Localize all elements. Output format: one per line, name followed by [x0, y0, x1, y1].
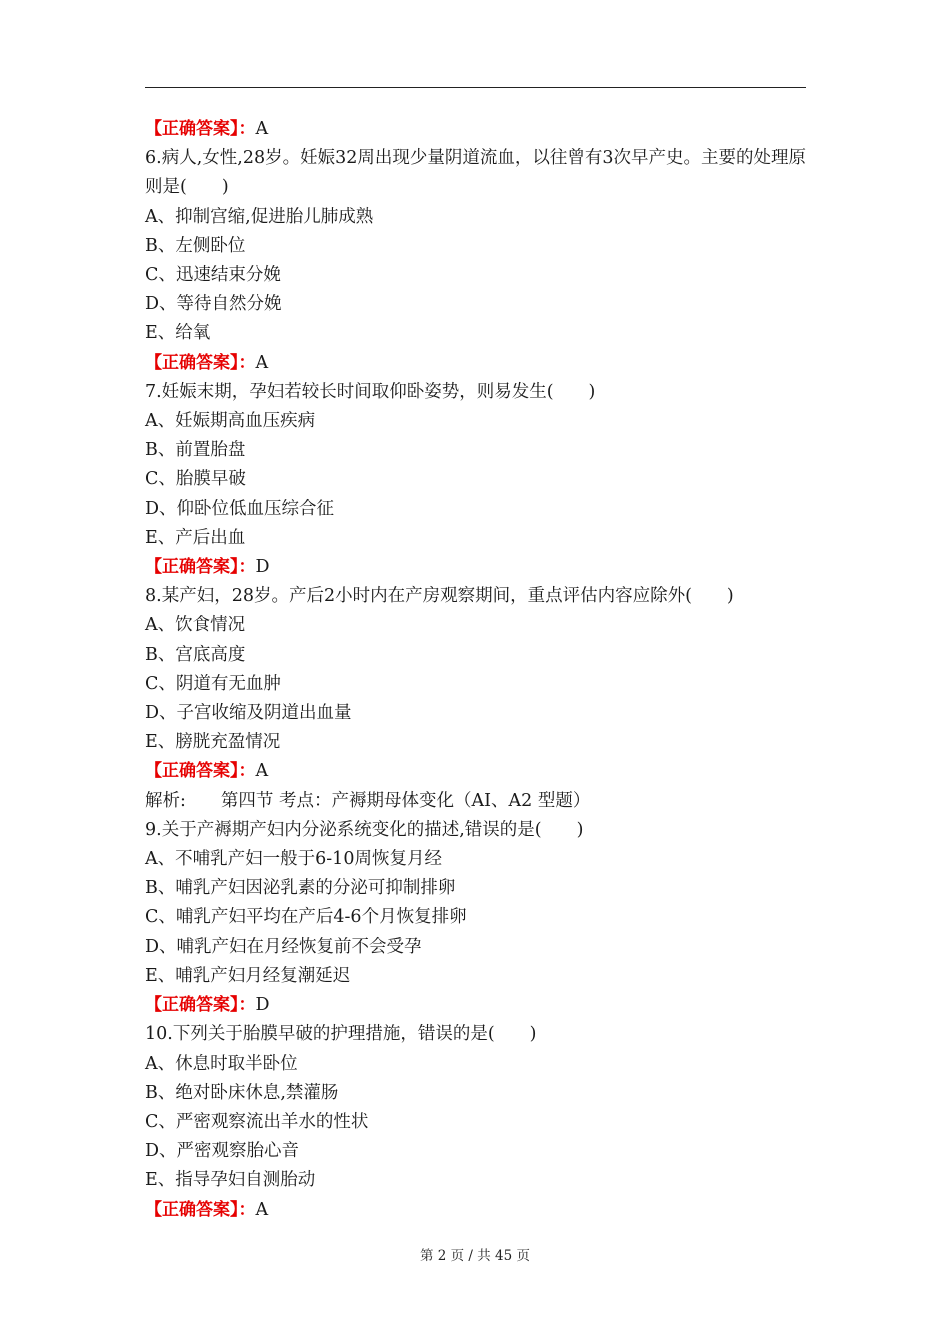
option-line: D、仰卧位低血压综合征 — [145, 498, 335, 519]
option-line: E、膀胱充盈情况 — [145, 732, 281, 753]
answer-line — [145, 757, 810, 786]
answer-value: A — [255, 119, 269, 139]
answer-value: A — [255, 1199, 269, 1220]
option-line: E、指导孕妇自测胎动 — [145, 1170, 316, 1191]
answer-value: A — [255, 352, 269, 373]
answer-line — [145, 115, 810, 144]
option-line: A、休息时取半卧位 — [145, 1053, 298, 1074]
option-line: A、妊娠期高血压疾病 — [145, 411, 316, 432]
option-line: D、严密观察胎心音 — [145, 1141, 300, 1162]
question-stem: 6.病人,女性,28岁。妊娠32周出现少量阴道流血，以往曾有3次早产史。主要的处理原则是( ) — [145, 148, 806, 198]
option-line: C、胎膜早破 — [145, 469, 246, 490]
option-line: B、左侧卧位 — [145, 235, 246, 256]
answer-line — [145, 991, 810, 1020]
option-line: C、迅速结束分娩 — [145, 265, 281, 286]
answer-colon: ： — [238, 557, 256, 578]
answer-label: 【正确答案】 — [145, 557, 239, 578]
question-stem: 8.某产妇，28岁。产后2小时内在产房观察期间，重点评估内容应除外( ) — [145, 586, 734, 607]
option-line: B、宫底高度 — [145, 644, 246, 665]
answer-value: A — [255, 761, 269, 782]
option-line: C、哺乳产妇平均在产后4-6个月恢复排卵 — [145, 907, 467, 928]
answer-value: D — [255, 557, 270, 578]
option-line: D、等待自然分娩 — [145, 294, 282, 315]
option-line: E、给氧 — [145, 323, 211, 344]
answer-label: 【正确答案】 — [145, 352, 239, 373]
option-line: A、饮食情况 — [145, 615, 246, 636]
option-line: E、哺乳产妇月经复潮延迟 — [145, 965, 351, 986]
answer-label: 【正确答案】 — [145, 995, 239, 1016]
answer-label: 【正确答案】 — [145, 761, 239, 782]
header-rule — [145, 87, 806, 88]
answer-colon: ： — [238, 995, 256, 1016]
answer-colon: ： — [238, 1199, 256, 1220]
option-line: B、前置胎盘 — [145, 440, 246, 461]
option-line: C、阴道有无血肿 — [145, 673, 281, 694]
answer-line — [145, 1196, 810, 1225]
answer-colon: ： — [238, 761, 256, 782]
option-line: E、产后出血 — [145, 527, 246, 548]
answer-colon: ： — [238, 119, 256, 139]
question-stem: 10.下列关于胎膜早破的护理措施，错误的是( ) — [145, 1024, 537, 1045]
answer-label: 【正确答案】 — [145, 119, 239, 139]
page-footer: 第 2 页 / 共 45 页 — [419, 1248, 531, 1264]
answer-value: D — [255, 995, 270, 1016]
answer-line — [145, 553, 810, 582]
question-stem: 7.妊娠末期，孕妇若较长时间取仰卧姿势，则易发生( ) — [145, 381, 596, 402]
option-line: B、哺乳产妇因泌乳素的分泌可抑制排卵 — [145, 878, 456, 899]
answer-label: 【正确答案】 — [145, 1199, 239, 1220]
option-line: D、哺乳产妇在月经恢复前不会受孕 — [145, 936, 422, 957]
option-line: B、绝对卧床休息,禁灌肠 — [145, 1082, 339, 1103]
option-line: A、抑制宫缩,促进胎儿肺成熟 — [145, 206, 374, 227]
option-line: A、不哺乳产妇一般于6-10周恢复月经 — [145, 849, 442, 870]
answer-line — [145, 349, 810, 378]
question-stem: 9.关于产褥期产妇内分泌系统变化的描述,错误的是( ) — [145, 819, 584, 840]
analysis-line: 解析: 第四节 考点：产褥期母体变化（AI、A2 型题） — [145, 790, 591, 811]
option-line: C、严密观察流出羊水的性状 — [145, 1111, 369, 1132]
answer-colon: ： — [238, 352, 256, 373]
document-body — [145, 115, 810, 1225]
option-line: D、子宫收缩及阴道出血量 — [145, 703, 352, 724]
